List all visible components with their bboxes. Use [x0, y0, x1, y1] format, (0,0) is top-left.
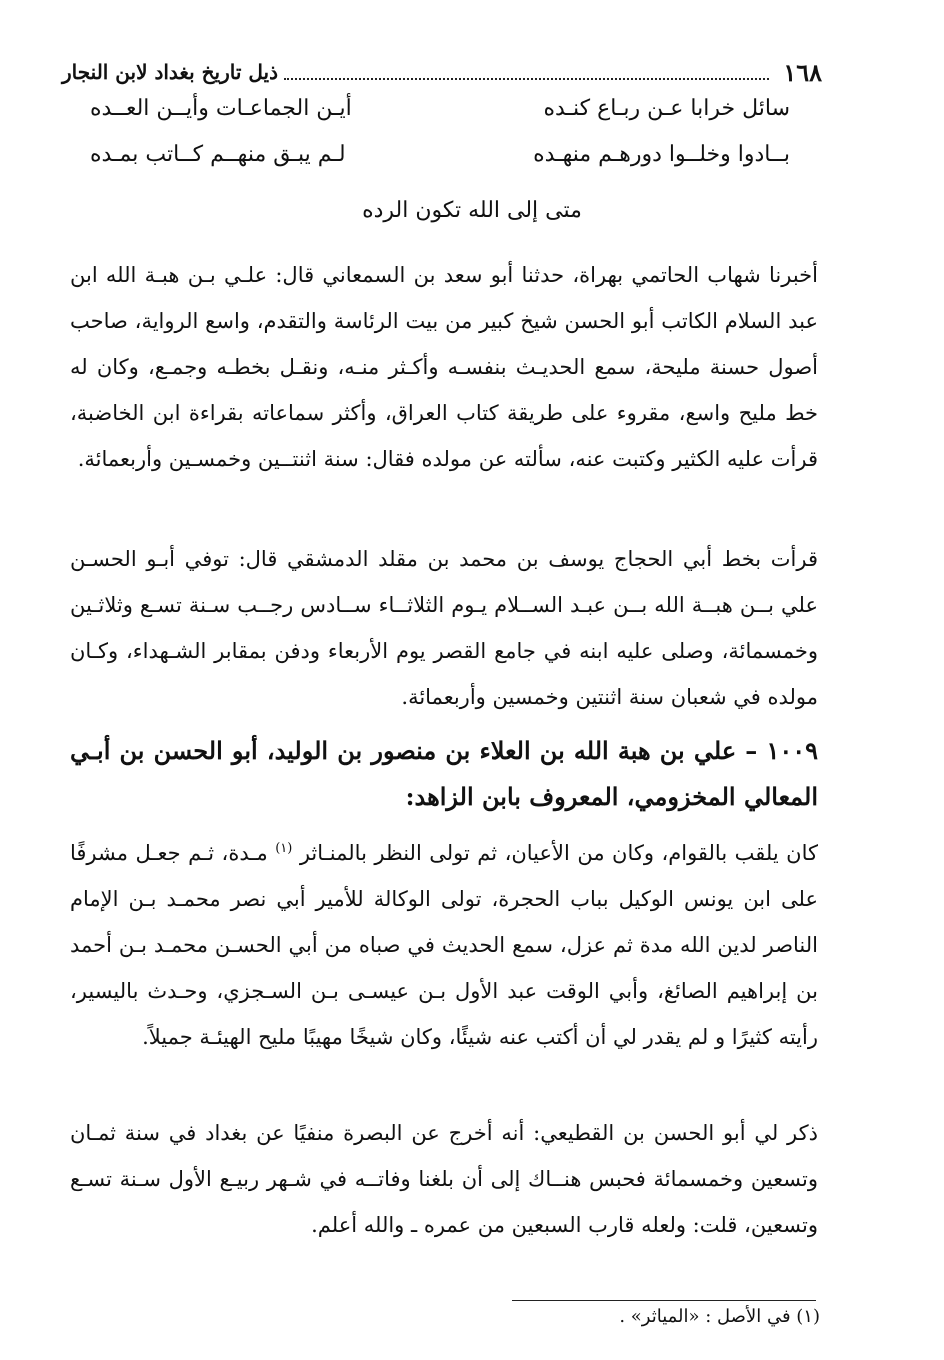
verse-2-second-hemistich: لـم يبـق منهــم كــاتب بمـده [90, 142, 346, 167]
poem-verse-1 [90, 96, 790, 136]
paragraph-2: قرأت بخط أبي الحجاج يوسف بن محمد بن مقلد الدمشقي قال: توفي أبـو الحسـن علي بــن هبــة الله بــن عبـد الســلام يـوم الثلاثــاء ســادس رجــب سـنة تسـع وثلاثـين وخمسمائة، وصلى عليه ابنه في جامع القصر يوم الأربعاء ودفن بمقابر الشـهداء، وكـان مولده في شعبان سنة اثنتين وخمسين وأربعمائة. [70, 547, 818, 709]
poem-last-line: متى إلى الله تكون الرده [362, 198, 582, 223]
footnote: (١) في الأصل : «المياثر» . [619, 1306, 820, 1327]
paragraph-1: أخبرنا شهاب الحاتمي بهراة، حدثنا أبو سعد بن السمعاني قال: علـي بـن هبـة الله ابن عبد السلام الكاتب أبو الحسن شيخ كبير من بيت الرئاسة والتقدم، واسع الرواية، صاحب أصول حسنة مليحة، سمع الحديـث بنفسـه وأكـثر منـه، ونقـل بخطـه وجمـع، وكان له خط مليح واسع، مقروء على طريقة كتاب العراق، وأكثر سماعاته بقراءة ابن الخاضبة، قرأت عليه الكثير وكتبت عنه، سألته عن مولده فقال: سنة اثنتــين وخمسـين وأربعمائة. [70, 263, 818, 471]
verse-1-first-hemistich: سائل خرابا عـن ربـاع كنـده [543, 96, 790, 121]
entry-heading: ١٠٠٩ – علي بن هبة الله بن العلاء بن منصور بن الوليد، أبو الحسن بن أبـي المعالي المخزومي، المعروف بابن الزاهد: [70, 736, 818, 811]
paragraph-3 [70, 826, 818, 1060]
paragraph-4: ذكر لي أبو الحسن بن القطيعي: أنه أخرج عن البصرة منفيًا عن بغداد في سنة ثمـان وتسعين وخمسمائة فحبس هنــاك إلى أن بلغنا وفاتــه في شـهر ربيـع الأول سـنة تسـع وتسعين، قلت: ولعله قارب السبعين من عمره ـ والله أعلم. [70, 1121, 818, 1237]
footnote-rule [512, 1300, 816, 1301]
paragraph-3-start: كان يلقب بالقوام، وكان من الأعيان، ثم تولى النظر بالمنـاثر [299, 841, 818, 865]
poem-verse-2 [90, 142, 790, 182]
running-header [62, 52, 822, 92]
verse-1-second-hemistich: أيـن الجماعـات وأيــن العــده [90, 96, 352, 121]
verse-2-first-hemistich: بــادوا وخلــوا دورهـم منهـده [533, 142, 790, 167]
header-dot-leader [284, 64, 769, 80]
paragraph-3-rest: مـدة، ثـم جعـل مشرفًا على ابن يونس الوكيل بباب الحجرة، تولى الوكالة للأمير أبي نصر محمـد بـن الإمام الناصر لدين الله مدة ثم عزل، سمع الحديث في صباه من أبي الحسـن محمـد بـن أحمد بن إبراهيم الصائغ، وأبي الوقت عبد الأول بـن عيسـى بـن السـجزي، وحـدث باليسير، رأيته كثيرًا و لم يقدر لي أن أكتب عنه شيئًا، وكان شيخًا مهيبًا مليح الهيئـة جميلاً. [70, 841, 818, 1049]
footnote-reference: (١) [275, 841, 293, 856]
page-number: ١٦٨ [783, 57, 822, 87]
book-title: ذيل تاريخ بغداد لابن النجار [62, 60, 278, 84]
